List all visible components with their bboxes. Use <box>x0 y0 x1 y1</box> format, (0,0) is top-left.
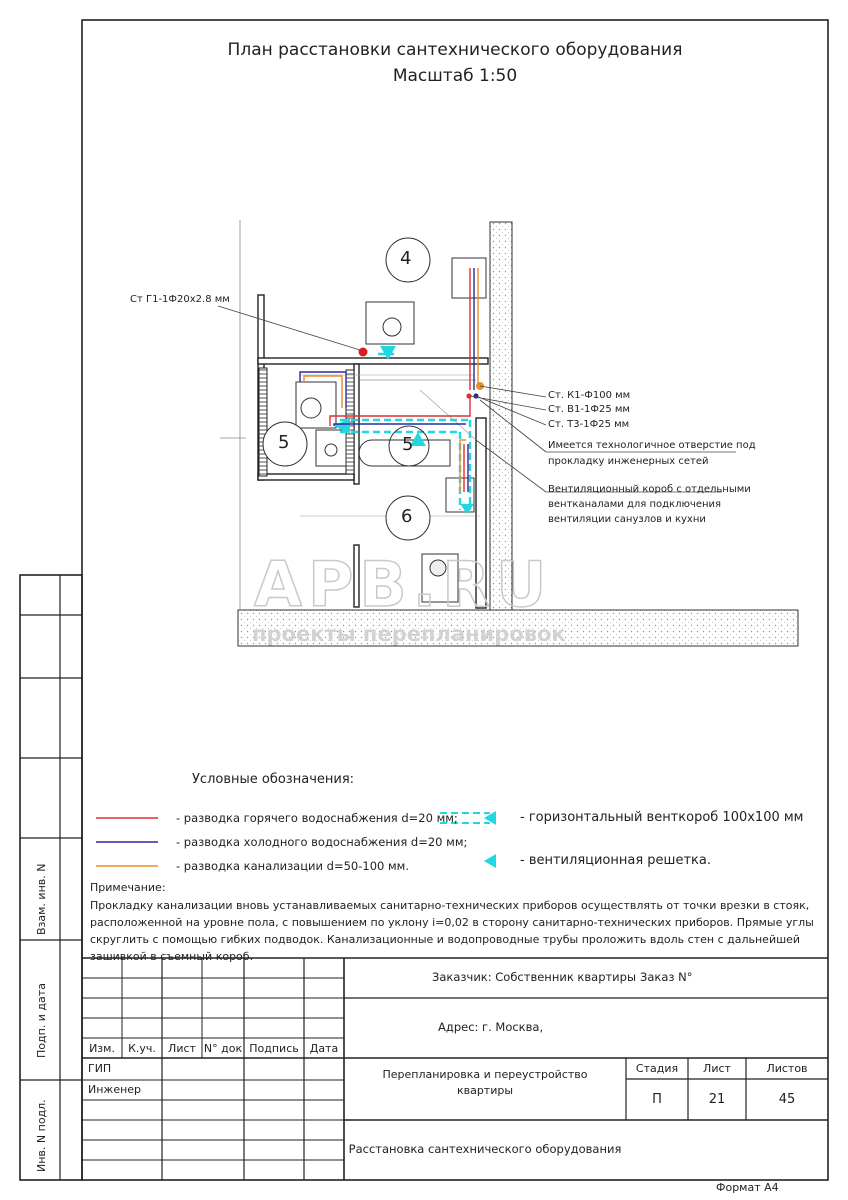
riser-label-t3: Ст. Т3-1Ф25 мм <box>548 419 630 430</box>
col-podpis: Подпись <box>249 1042 299 1055</box>
legend-grille-label: - вентиляционная решетка. <box>520 853 711 868</box>
note-text: Прокладку канализации вновь устанавливаемых санитарно-технических приборов осуществлять от точки врезки в стояк, расположенной на уровне пола, с повышением по уклону i=0,02 в сторону санитарно-технических приборов. Прямые углы скруглить с помощью гибких подводок. Канализационные и водопроводные трубы проложить вдоль стен с дальнейшей зашивкой в съемный короб. <box>90 899 814 963</box>
callout-duct-line3: вентиляции санузлов и кухни <box>548 514 706 525</box>
col-ndok: N° док <box>203 1042 243 1055</box>
col-data: Дата <box>309 1042 339 1055</box>
col-kuch: К.уч. <box>128 1042 156 1055</box>
callout-duct-line1: Вентиляционный короб с отдельными <box>548 484 751 495</box>
watermark-tagline: проекты перепланировок <box>252 622 566 646</box>
project-line2: квартиры <box>456 1084 514 1097</box>
legend-sewer-label: - разводка канализации d=50-100 мм. <box>176 859 409 873</box>
drawing-name: Расстановка сантехнического оборудования <box>348 1142 622 1156</box>
callout-opening-line2: прокладку инженерных сетей <box>548 456 709 467</box>
legend-duct-label: - горизонтальный венткороб 100x100 мм <box>520 810 804 825</box>
room-number-5a: 5 <box>278 432 290 453</box>
riser-label-v1: Ст. В1-1Ф25 мм <box>548 404 630 415</box>
room-number-4: 4 <box>400 248 412 269</box>
legend-heading: Условные обозначения: <box>192 772 355 787</box>
callout-duct-line2: вентканалами для подключения <box>548 499 722 510</box>
legend-grille-swatch <box>484 854 496 868</box>
side-stamp-podp: Подп. и дата <box>35 983 48 1058</box>
stage-value: П <box>652 1092 662 1107</box>
watermark-logo: APB.RU <box>254 548 553 621</box>
drawing-scale: Масштаб 1:50 <box>392 66 518 86</box>
drawing-title: План расстановки сантехнического оборудования <box>227 40 683 60</box>
col-list: Лист <box>168 1042 196 1055</box>
sheet-header: Лист <box>703 1062 731 1075</box>
sheet-value: 21 <box>708 1092 726 1107</box>
order-number: Заказ N° <box>640 970 693 984</box>
riser-label-k1: Ст. К1-Ф100 мм <box>548 390 631 401</box>
role-gip: ГИП <box>88 1062 112 1075</box>
side-stamp-vzam: Взам. инв. N <box>35 863 48 935</box>
riser-label-g1: Ст Г1-1Ф20x2.8 мм <box>130 294 230 305</box>
col-izm: Изм. <box>89 1042 115 1055</box>
side-stamp-inv: Инв. N подл. <box>35 1099 48 1172</box>
address: Адрес: г. Москва, <box>438 1020 544 1034</box>
role-engineer: Инженер <box>88 1083 142 1096</box>
legend-hot-label: - разводка горячего водоснабжения d=20 мм; <box>176 811 458 825</box>
callout-opening-line1: Имеется технологичное отверстие под <box>548 440 756 451</box>
sheets-value: 45 <box>778 1092 796 1107</box>
riser-g1-marker <box>359 348 368 357</box>
stage-header: Стадия <box>635 1062 679 1075</box>
room-number-5b: 5 <box>402 434 414 455</box>
room-number-6: 6 <box>401 506 413 527</box>
note-heading: Примечание: <box>90 881 166 894</box>
legend-cold-label: - разводка холодного водоснабжения d=20 мм; <box>176 835 468 849</box>
paper-format: Формат А4 <box>716 1181 779 1194</box>
customer: Заказчик: Собственник квартиры <box>432 970 637 984</box>
project-line1: Перепланировка и переустройство <box>382 1068 588 1081</box>
sheets-header: Листов <box>766 1062 808 1075</box>
